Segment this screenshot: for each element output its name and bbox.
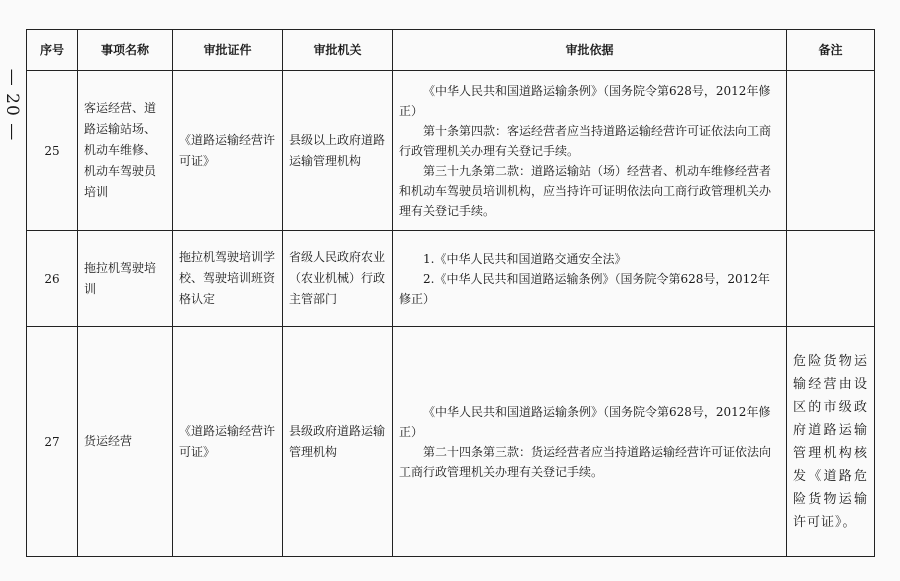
- page-number-text: — 20 —: [2, 68, 23, 142]
- table-row: [27, 231, 875, 327]
- row-remark: [787, 71, 875, 231]
- row-org: 县级以上政府道路运输管理机构: [283, 71, 393, 231]
- basis-paragraph: 第二十四条第三款：货运经营者应当持道路运输经营许可证依法向工商行政管理机关办理有关登记手续。: [399, 444, 772, 479]
- row-remark: [787, 231, 875, 327]
- row-remark: [787, 327, 875, 557]
- page-number: [2, 60, 22, 150]
- basis-paragraph: 《中华人民共和国道路运输条例》（国务院令第628号，2012年修正）: [399, 404, 771, 439]
- basis-paragraph: 2.《中华人民共和国道路运输条例》（国务院令第628号，2012年修正）: [399, 271, 770, 306]
- row-name: 拖拉机驾驶培训: [78, 231, 173, 327]
- row-basis: [393, 327, 787, 557]
- row-org: 省级人民政府农业（农业机械）行政主管部门: [283, 231, 393, 327]
- row-seq: 27: [27, 327, 78, 557]
- header-seq: 序号: [27, 30, 78, 71]
- row-basis: [393, 71, 787, 231]
- basis-paragraph: 《中华人民共和国道路运输条例》（国务院令第628号，2012年修正）: [399, 83, 771, 118]
- row-basis: [393, 231, 787, 327]
- row-cert: 《道路运输经营许可证》: [173, 71, 283, 231]
- basis-paragraph: 第三十九条第二款：道路运输站（场）经营者、机动车维修经营者和机动车驾驶员培训机构，应当持许可证明依法向工商行政管理机关办理有关登记手续。: [399, 163, 772, 218]
- table-row: [27, 71, 875, 231]
- row-cert: 《道路运输经营许可证》: [173, 327, 283, 557]
- basis-paragraph: 第十条第四款：客运经营者应当持道路运输经营许可证依法向工商行政管理机关办理有关登记手续。: [399, 123, 772, 158]
- row-seq: 25: [27, 71, 78, 231]
- row-cert: 拖拉机驾驶培训学校、驾驶培训班资格认定: [173, 231, 283, 327]
- header-name: 事项名称: [78, 30, 173, 71]
- header-cert: 审批证件: [173, 30, 283, 71]
- row-name: 货运经营: [78, 327, 173, 557]
- header-org: 审批机关: [283, 30, 393, 71]
- row-org: 县级政府道路运输管理机构: [283, 327, 393, 557]
- header-basis: 审批依据: [393, 30, 787, 71]
- row-name: 客运经营、道路运输站场、机动车维修、机动车驾驶员培训: [78, 71, 173, 231]
- row-seq: 26: [27, 231, 78, 327]
- remark-text: 危险货物运输经营由设区的市级政府道路运输管理机构核发《道路危险货物运输许可证》。: [793, 353, 868, 530]
- header-row: [27, 30, 875, 71]
- approval-table: [26, 29, 875, 557]
- header-remark: 备注: [787, 30, 875, 71]
- table-row: [27, 327, 875, 557]
- basis-paragraph: 1.《中华人民共和国道路交通安全法》: [423, 251, 627, 266]
